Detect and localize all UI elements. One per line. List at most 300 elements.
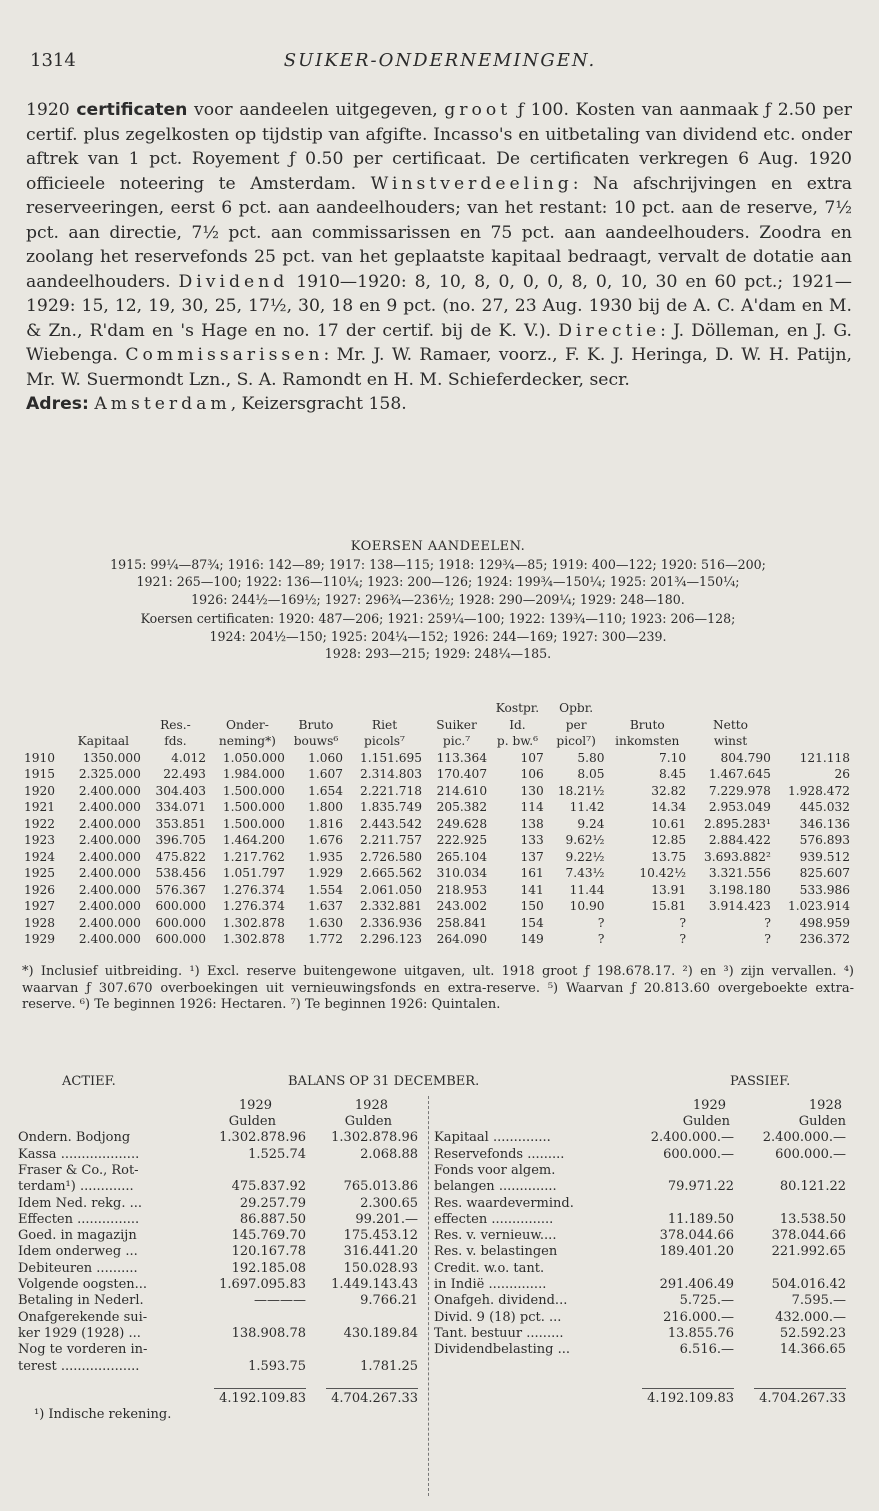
table-row — [22, 915, 852, 932]
table-cell: 138 — [520, 816, 544, 831]
table-cell: 222.925 — [436, 833, 488, 847]
table-cell: 1350.000 — [82, 750, 141, 765]
table-cell: 18.21½ — [557, 783, 605, 798]
passief-1928: 378.044.66 — [771, 1228, 846, 1244]
table-row — [22, 750, 852, 767]
table-cell: 11.44 — [569, 882, 605, 897]
table-cell: 3.693.882² — [704, 849, 771, 864]
table-cell: 1.302.878 — [222, 915, 285, 930]
table-cell: 121.118 — [799, 750, 850, 765]
actief-label: ker 1929 (1928) ... — [18, 1325, 141, 1341]
passief-1929: 13.855.76 — [667, 1325, 734, 1341]
table-cell: 1.929 — [308, 866, 344, 880]
header-cell — [606, 700, 688, 717]
table-cell: 1.500.000 — [222, 800, 285, 814]
table-cell: ? — [764, 932, 771, 946]
actief-1928: 99.201.— — [355, 1211, 418, 1227]
passief-1928: 2.400.000.— — [762, 1130, 846, 1146]
koersen-certificaten — [18, 610, 858, 663]
table-cell: 15.81 — [651, 899, 687, 913]
passief-label: Res. v. belastingen — [434, 1244, 558, 1260]
table-cell: 2.953.049 — [708, 800, 771, 814]
statistics-table — [22, 700, 852, 948]
actief-year-1929: 1929 — [238, 1097, 272, 1113]
page-number: 1314 — [30, 50, 76, 71]
passief-label: Dividendbelasting ... — [434, 1342, 570, 1358]
table-cell: 1.637 — [308, 899, 344, 913]
table-cell: 576.367 — [155, 882, 206, 897]
header-row — [22, 700, 852, 717]
table-cell: 243.002 — [436, 899, 488, 913]
table-cell: 249.628 — [436, 816, 488, 831]
table-cell: 804.790 — [720, 750, 771, 765]
actief-label: Goed. in magazijn — [18, 1228, 137, 1244]
table-cell: 2.400.000 — [78, 783, 141, 798]
actief-label: Betaling in Nederl. — [18, 1293, 144, 1309]
actief-label: Idem Ned. rekg. ... — [18, 1195, 143, 1211]
table-cell: 2.336.936 — [359, 915, 422, 930]
actief-1929: ———— — [254, 1293, 306, 1309]
table-cell: 8.45 — [658, 767, 687, 781]
actief-1928: 1.781.25 — [360, 1358, 418, 1374]
table-cell: 258.841 — [436, 915, 488, 930]
table-cell: 2.296.123 — [359, 932, 422, 946]
table-cell: 3.914.423 — [708, 899, 771, 913]
table-cell: 1.217.762 — [222, 849, 285, 864]
cert-koers-line: Koersen certificaten: 1920: 487—206; 1921: 259¼—100; 1922: 139¾—110; 1923: 206—128; — [140, 611, 736, 626]
table-cell: 1.276.374 — [222, 882, 285, 897]
header-cell: Id. — [509, 717, 526, 732]
table-cell: 1.630 — [308, 915, 344, 930]
total-rule — [754, 1388, 846, 1389]
table-cell: 1.500.000 — [222, 816, 285, 831]
passief-1928: 80.121.22 — [779, 1179, 846, 1195]
passief-label: Credit. w.o. tant. — [434, 1260, 545, 1276]
table-cell: 1.935 — [308, 849, 344, 864]
table-cell: 346.136 — [799, 816, 850, 831]
table-cell: 22.493 — [163, 767, 206, 781]
table-cell: 161 — [520, 866, 544, 880]
table-cell: 2.400.000 — [78, 866, 141, 880]
table-cell: 600.000 — [155, 915, 206, 930]
header-cell: neming*) — [218, 734, 276, 748]
passief-label: Reservefonds ......... — [434, 1146, 565, 1162]
passief-1929: 2.400.000.— — [650, 1130, 734, 1146]
passief-1929: 189.401.20 — [659, 1244, 734, 1260]
passief-1929: 600.000.— — [663, 1146, 734, 1162]
actief-1929: 120.167.78 — [231, 1244, 306, 1260]
actief-1928: 765.013.86 — [343, 1179, 418, 1195]
table-cell: 154 — [520, 915, 544, 930]
passief-label: in Indië .............. — [434, 1277, 547, 1292]
header-cell: bouws⁶ — [293, 734, 339, 748]
table-cell: ? — [597, 915, 605, 930]
koers-line: 1915: 99¼—87¾; 1916: 142—89; 1917: 138—115; 1918: 129¾—85; 1919: 400—122; 1920: 516—200; — [110, 556, 766, 572]
koersen-title: KOERSEN AANDEELEN. — [350, 539, 526, 554]
table-cell: 236.372 — [799, 932, 850, 946]
header-cell: winst — [713, 734, 748, 748]
actief-label: Kassa ................... — [18, 1146, 140, 1162]
actief-label: terest ................... — [18, 1358, 140, 1374]
passief-1928: 13.538.50 — [779, 1211, 846, 1227]
header-cell: Kapitaal — [77, 734, 130, 748]
table-cell: 2.325.000 — [78, 767, 141, 781]
table-cell: 1.276.374 — [222, 899, 285, 913]
table-cell: 9.62½ — [565, 833, 605, 847]
text-segment: voor aandeelen uitgegeven, — [187, 100, 445, 120]
company-description — [26, 98, 852, 417]
description-paragraph — [26, 98, 852, 417]
actief-1928: 316.441.20 — [343, 1244, 418, 1260]
table-cell: 1.050.000 — [222, 750, 285, 765]
table-cell: 600.000 — [155, 932, 206, 946]
header-cell: Bruto — [298, 717, 334, 732]
table-cell: 1.467.645 — [708, 767, 771, 781]
header-cell: Suiker — [436, 717, 477, 732]
table-row — [22, 766, 852, 783]
actief-unit-1928: Gulden — [344, 1114, 392, 1129]
total-rule — [326, 1388, 418, 1389]
header-cell: inkomsten — [615, 734, 680, 748]
passief-1929: 216.000.— — [663, 1309, 734, 1325]
actief-1929: 145.769.70 — [231, 1228, 306, 1244]
table-cell: 106 — [520, 767, 544, 781]
passief-total: 4.704.267.33 — [759, 1391, 846, 1407]
actief-1928: 1.449.143.43 — [331, 1277, 418, 1292]
passief-1928: 7.595.— — [791, 1293, 846, 1309]
cert-year: 1920 — [26, 100, 70, 120]
actief-1929: 86.887.50 — [239, 1211, 306, 1227]
balans-title: BALANS OP 31 DECEMBER. — [288, 1074, 480, 1089]
passief-1929: 11.189.50 — [667, 1211, 734, 1227]
table-cell: 9.22½ — [565, 849, 605, 864]
table-cell: 2.665.562 — [359, 866, 422, 880]
table-cell: 1.302.878 — [222, 932, 285, 946]
table-cell: 2.400.000 — [78, 816, 141, 831]
table-row — [22, 849, 852, 866]
passief-1928: 52.592.23 — [779, 1325, 846, 1341]
year-cell: 1927 — [24, 899, 56, 913]
page-header — [30, 50, 850, 76]
table-cell: 7.10 — [658, 750, 687, 765]
table-cell: 13.75 — [651, 849, 687, 864]
table-cell: 1.654 — [308, 783, 344, 798]
table-cell: 1.051.797 — [222, 866, 285, 880]
actief-1929: 29.257.79 — [239, 1195, 306, 1211]
actief-1929: 138.908.78 — [231, 1325, 306, 1341]
table-cell: 205.382 — [436, 800, 488, 814]
actief-1928: 1.302.878.96 — [331, 1130, 418, 1146]
table-cell: 107 — [520, 750, 544, 765]
actief-label: Volgende oogsten... — [18, 1277, 148, 1292]
passief-1928: 221.992.65 — [771, 1244, 846, 1260]
actief-year-1928: 1928 — [354, 1097, 388, 1113]
passief-label: Res. v. vernieuw.... — [434, 1228, 557, 1244]
passief-unit-1929: Gulden — [682, 1114, 730, 1129]
koers-line: 1926: 244½—169½; 1927: 296¾—236½; 1928: 290—209¼; 1929: 248—180. — [191, 591, 685, 607]
table-cell: 533.986 — [799, 882, 850, 897]
table-cell: 9.24 — [577, 816, 605, 831]
table-cell: 2.400.000 — [78, 915, 141, 930]
header-cell — [287, 700, 345, 717]
table-cell: 10.42½ — [639, 866, 687, 880]
text-segment: : Mr. J. W. Ramaer, voorz., F. K. J. Heringa, D. W. H. Patijn, Mr. W. Suermondt Lzn., S. A. Ramondt en H. M. Schieferdecker, secr. — [26, 345, 852, 390]
table-cell: 2.400.000 — [78, 833, 141, 847]
year-cell: 1910 — [24, 750, 56, 765]
table-cell: 26 — [834, 767, 850, 781]
table-cell: 13.91 — [651, 882, 687, 897]
actief-1928: 9.766.21 — [360, 1293, 418, 1309]
actief-label: Idem onderweg ... — [18, 1244, 138, 1260]
koersen-aandeelen — [18, 556, 858, 609]
actief-1928: 150.028.93 — [343, 1260, 418, 1276]
table-cell: 538.456 — [155, 866, 206, 880]
table-cell: 498.959 — [799, 915, 850, 930]
passief-label: Divid. 9 (18) pct. ... — [434, 1309, 562, 1325]
actief-total: 4.192.109.83 — [219, 1391, 306, 1407]
table-cell: 1.772 — [308, 932, 344, 946]
header-cell: per — [565, 717, 587, 732]
column-divider — [428, 1096, 430, 1496]
table-cell: ? — [679, 932, 687, 946]
table-cell: 2.726.580 — [359, 849, 422, 864]
total-rule — [214, 1388, 306, 1389]
table-row — [22, 783, 852, 800]
dividend-label: Dividend — [178, 271, 289, 292]
actief-1929: 1.302.878.96 — [219, 1130, 306, 1146]
table-cell: 2.400.000 — [78, 932, 141, 946]
table-cell: 10.61 — [651, 816, 687, 831]
table-cell: 170.407 — [436, 767, 488, 781]
table-cell: 2.211.757 — [359, 833, 422, 847]
header-cell: Netto — [713, 717, 749, 732]
table-cell: 445.032 — [799, 800, 850, 814]
table-cell: 8.05 — [577, 767, 605, 781]
passief-1929: 5.725.— — [679, 1293, 734, 1309]
passief-label: Onafgeh. dividend... — [434, 1293, 568, 1309]
header-cell: Onder- — [226, 717, 269, 732]
passief-1928: 504.016.42 — [771, 1277, 846, 1292]
actief-title: ACTIEF. — [62, 1074, 116, 1089]
table-cell: ? — [597, 932, 605, 946]
passief-label: belangen .............. — [434, 1179, 557, 1195]
table-cell: 1.928.472 — [787, 783, 850, 798]
header-row — [22, 717, 852, 734]
header-cell: Res.- — [160, 717, 191, 732]
table-cell: 310.034 — [436, 866, 488, 880]
table-cell: 12.85 — [651, 833, 687, 847]
header-cell: Bruto — [629, 717, 665, 732]
table-cell: 114 — [520, 800, 544, 814]
total-rule — [642, 1388, 734, 1389]
table-cell: 304.403 — [155, 783, 206, 798]
table-cell: 113.364 — [436, 750, 488, 765]
actief-unit-1929: Gulden — [228, 1114, 276, 1129]
table-cell: 10.90 — [569, 899, 605, 913]
actief-label: Effecten ............... — [18, 1211, 140, 1227]
passief-label: effecten ............... — [434, 1211, 554, 1227]
table-cell: 1.835.749 — [359, 800, 422, 814]
table-cell: 1.554 — [308, 882, 344, 897]
balance-sheet — [0, 1068, 879, 1508]
table-footnotes — [22, 964, 854, 1014]
text-segment: : Na afschrijvingen en extra reserveeringen, eerst 6 pct. aan aandeelhouders; van het restant: 10 pct. aan de reserve, 7½ pct. aan directie, 7½ pct. aan commissarissen en 75 pct. aan aandeelhouders. Zoodra en zoolang het reservefonds 25 pct. van het geplaatste kapitaal bedraagt, vervalt de dotatie aan aandeelhouders. — [26, 173, 852, 292]
table-cell: 149 — [520, 932, 544, 946]
passief-1929: 6.516.— — [679, 1342, 734, 1358]
statistics-header — [22, 700, 852, 750]
table-cell: 32.82 — [651, 783, 687, 798]
passief-1928: 14.366.65 — [779, 1342, 846, 1358]
table-row — [22, 865, 852, 882]
table-cell: 576.893 — [799, 833, 850, 847]
table-cell: 133 — [520, 833, 544, 847]
koers-line: 1921: 265—100; 1922: 136—110¼; 1923: 200—126; 1924: 199¾—150¼; 1925: 201¾—150¼; — [136, 574, 740, 589]
table-cell: 3.321.556 — [708, 866, 771, 880]
footnotes-text: *) Inclusief uitbreiding. ¹) Excl. reserve buitengewone uitgaven, ult. 1918 groot ƒ 198.678.17. ²) en ³) zijn vervallen. ⁴) waarvan ƒ 307.670 overboekingen uit vernieuwingsfonds en extra-reserve. ⁵) Waarvan ƒ 20.813.60 overgeboekte extra-reserve. ⁶) Te beginnen 1926: Hectaren. ⁷) Te beginnen 1926: Quintalen. — [22, 964, 854, 1013]
year-cell: 1921 — [24, 800, 56, 814]
table-row — [22, 799, 852, 816]
cert-koers-line: 1928: 293—215; 1929: 248¼—185. — [324, 646, 552, 661]
table-row — [22, 832, 852, 849]
table-cell: 3.198.180 — [708, 882, 771, 897]
running-title: SUIKER-ONDERNEMINGEN. — [283, 50, 597, 71]
table-cell: 5.80 — [577, 750, 605, 765]
passief-title: PASSIEF. — [730, 1074, 791, 1089]
table-cell: 1.060 — [308, 750, 344, 765]
passief-label: Tant. bestuur ......... — [434, 1325, 564, 1341]
table-cell: 1.151.695 — [359, 750, 422, 765]
year-cell: 1922 — [24, 816, 56, 831]
table-cell: 1.607 — [308, 767, 344, 781]
adres-city: Amsterdam — [94, 394, 231, 414]
actief-label: Onafgerekende sui- — [18, 1309, 148, 1325]
balans-footnote: ¹) Indische rekening. — [34, 1407, 172, 1423]
passief-year-1928: 1928 — [808, 1097, 842, 1113]
header-cell: p. bw.⁶ — [496, 734, 538, 748]
actief-1928: 2.300.65 — [360, 1195, 418, 1211]
table-cell: 2.400.000 — [78, 882, 141, 897]
table-row — [22, 882, 852, 899]
actief-1929: 1.593.75 — [248, 1358, 306, 1374]
year-cell: 1928 — [24, 915, 56, 930]
passief-unit-1928: Gulden — [798, 1114, 846, 1129]
passief-1929: 291.406.49 — [659, 1277, 734, 1292]
actief-label: Nog te vorderen in- — [18, 1342, 148, 1358]
table-cell: 7.229.978 — [708, 783, 771, 798]
cert-heading: certificaten — [76, 100, 188, 120]
actief-1928: 2.068.88 — [360, 1146, 418, 1162]
actief-label: Debiteuren .......... — [18, 1260, 138, 1276]
table-cell: 2.314.803 — [359, 767, 422, 781]
table-cell: 14.34 — [651, 800, 687, 814]
header-cell: Opbr. — [559, 701, 594, 715]
actief-1928: 430.189.84 — [343, 1325, 418, 1341]
actief-total: 4.704.267.33 — [331, 1391, 418, 1407]
header-cell — [345, 700, 424, 717]
header-cell — [22, 717, 64, 734]
table-cell: 1.800 — [308, 800, 344, 814]
header-cell: Riet — [371, 717, 398, 732]
table-cell: 218.953 — [436, 882, 488, 897]
header-cell — [208, 700, 287, 717]
header-cell — [64, 717, 143, 734]
passief-1928: 432.000.— — [775, 1309, 846, 1325]
table-cell: 265.104 — [436, 849, 488, 864]
koersen-section — [18, 538, 858, 663]
year-cell: 1926 — [24, 882, 56, 897]
passief-1929: 378.044.66 — [659, 1228, 734, 1244]
table-cell: 1.984.000 — [222, 767, 285, 781]
header-cell: fds. — [164, 734, 187, 748]
table-cell: ? — [764, 915, 771, 930]
header-cell: Kostpr. — [495, 701, 540, 715]
table-cell: 600.000 — [155, 899, 206, 913]
cert-koers-line: 1924: 204½—150; 1925: 204¼—152; 1926: 244—169; 1927: 300—239. — [209, 628, 667, 644]
table-row — [22, 931, 852, 948]
table-cell: 4.012 — [171, 750, 206, 765]
table-cell: 1.500.000 — [222, 783, 285, 798]
table-cell: 2.400.000 — [78, 800, 141, 814]
header-cell — [688, 700, 773, 717]
year-cell: 1923 — [24, 833, 56, 847]
table-cell: 264.090 — [436, 932, 488, 946]
actief-1928: 175.453.12 — [343, 1228, 418, 1244]
table-cell: 475.822 — [155, 849, 206, 864]
table-cell: 214.610 — [436, 783, 488, 798]
actief-1929: 1.525.74 — [248, 1146, 306, 1162]
text-segment: 1910—1920: 8, 10, 8, 0, 0, 0, 8, 0, 10, 30 en 60 pct.; 1921—1929: 15, 12, 19, 30, 25, 17½, 30, 18 en 9 pct. (no. 27, 23 Aug. 1930 bij de A. C. A'dam en M. & Zn., R'dam en 's Hage en no. 17 der certif. bij de K. V.). — [26, 271, 852, 341]
passief-total: 4.192.109.83 — [647, 1391, 734, 1407]
actief-label: Fraser & Co., Rot- — [18, 1162, 139, 1178]
winstverdeeling-label: Winstverdeeling — [370, 173, 573, 194]
table-cell: 11.42 — [569, 800, 605, 814]
header-row — [22, 733, 852, 750]
adres-label: Adres: — [26, 394, 89, 414]
actief-1929: 192.185.08 — [231, 1260, 306, 1276]
header-cell — [22, 733, 64, 750]
passief-1928: 600.000.— — [775, 1146, 846, 1162]
passief-1929: 79.971.22 — [667, 1179, 734, 1195]
header-cell: pic.⁷ — [442, 734, 471, 748]
table-cell: 353.851 — [155, 816, 206, 831]
adres-street: , Keizersgracht 158. — [230, 394, 407, 414]
actief-label: terdam¹) ............. — [18, 1179, 134, 1195]
table-cell: 2.332.881 — [359, 899, 422, 913]
commissarissen-label: Commissarissen — [125, 345, 324, 365]
table-cell: 141 — [520, 882, 544, 897]
table-cell: 150 — [520, 899, 544, 913]
table-cell: 939.512 — [799, 849, 850, 864]
actief-1929: 475.837.92 — [231, 1179, 306, 1195]
passief-label: Kapitaal .............. — [434, 1130, 551, 1146]
year-cell: 1929 — [24, 932, 56, 946]
directie-label: Directie — [558, 320, 661, 341]
passief-label: Res. waardevermind. — [434, 1195, 574, 1211]
header-cell — [424, 700, 489, 717]
table-cell: ? — [679, 915, 687, 930]
passief-year-1929: 1929 — [692, 1097, 726, 1113]
table-cell: 1.676 — [308, 833, 344, 847]
table-cell: 334.071 — [155, 800, 206, 814]
table-row — [22, 898, 852, 915]
table-cell: 137 — [520, 849, 544, 864]
year-cell: 1924 — [24, 849, 56, 864]
table-cell: 2.400.000 — [78, 849, 141, 864]
text-segment: ƒ 100. Kosten van aanmaak ƒ 2.50 per certif. plus zegelkosten op tijdstip van afgifte. Incasso's en uitbetaling van dividend etc. onder aftrek van 1 pct. Royement ƒ 0.50 per certificaat. De certificaten verkregen 6 Aug. 1920 officieele noteering te Amsterdam. — [26, 100, 852, 194]
table-cell: 825.607 — [799, 866, 850, 880]
table-cell: 7.43½ — [565, 866, 605, 880]
header-cell — [143, 700, 208, 717]
